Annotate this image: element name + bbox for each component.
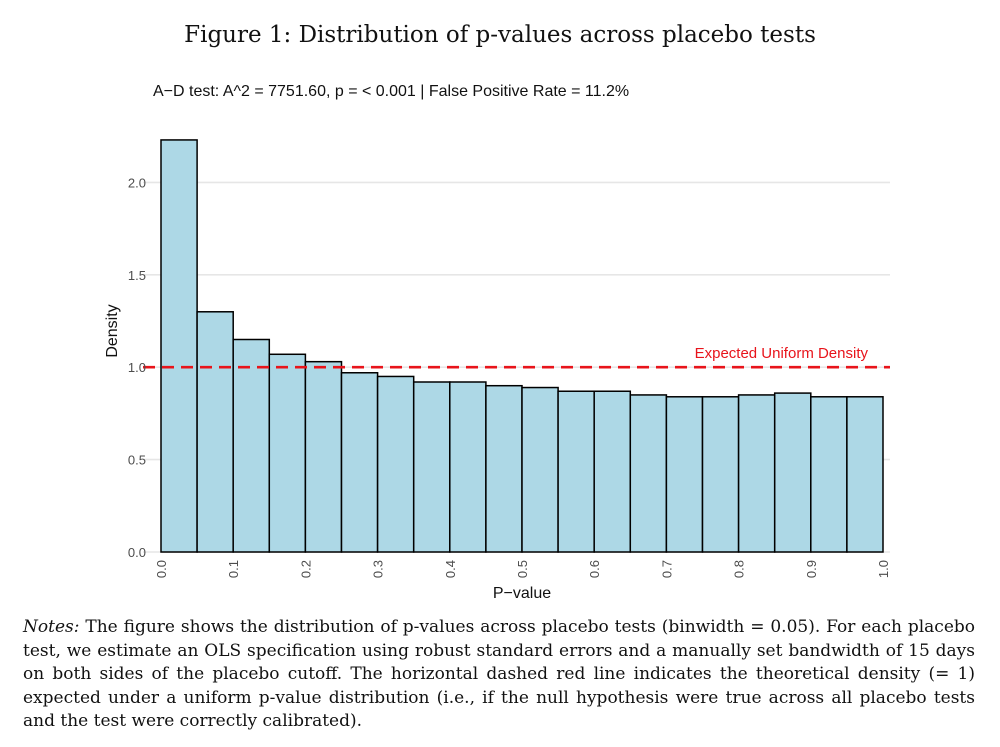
histogram-bar xyxy=(847,397,883,552)
histogram-bar xyxy=(450,382,486,552)
histogram-bar xyxy=(666,397,702,552)
x-tick-label: 0.0 xyxy=(154,560,169,579)
histogram-bar xyxy=(558,391,594,552)
x-tick-label: 1.0 xyxy=(876,560,891,579)
histogram-bar xyxy=(703,397,739,552)
x-tick-label: 0.6 xyxy=(587,560,603,579)
histogram-bar xyxy=(811,397,847,552)
histogram-bar xyxy=(161,140,197,552)
histogram-bar xyxy=(269,354,305,552)
reference-line-label: Expected Uniform Density xyxy=(694,345,868,363)
histogram-bar xyxy=(233,340,269,553)
y-tick-label: 2.0 xyxy=(127,175,146,191)
histogram-bar xyxy=(378,376,414,552)
x-tick-label: 0.7 xyxy=(659,560,675,579)
figure-title: Figure 1: Distribution of p-values across placebo tests xyxy=(184,22,816,48)
notes-label: Notes: xyxy=(23,617,80,637)
x-tick-label: 0.8 xyxy=(731,560,747,579)
y-axis-label: Density xyxy=(104,304,121,358)
x-tick-label: 0.2 xyxy=(298,560,314,579)
y-tick-label: 0.0 xyxy=(127,545,146,560)
notes-text: The figure shows the distribution of p-values across placebo tests (binwidth = 0.05). For each placebo test, we estimate an OLS specification using robust standard errors and a manually set bandwidth of 15 days on both sides of the placebo cutoff. The horizontal dashed red line indicates the theoretical density (= 1) expected under a uniform p-value distribution (i.e., if the null hypothesis were true across all placebo tests and the test were correctly calibrated). xyxy=(23,617,975,731)
histogram-bar xyxy=(594,391,630,552)
x-tick-label: 0.1 xyxy=(226,560,242,579)
histogram-bar xyxy=(197,312,233,552)
histogram-bar xyxy=(486,386,522,552)
histogram-bar xyxy=(342,373,378,552)
figure-notes xyxy=(23,616,975,734)
x-tick-label: 0.4 xyxy=(442,560,458,579)
y-tick-label: 0.5 xyxy=(127,452,146,468)
y-tick-label: 1.5 xyxy=(127,267,146,283)
x-axis-label: P−value xyxy=(492,585,552,602)
histogram-bar xyxy=(522,388,558,552)
histogram-bar xyxy=(305,362,341,552)
histogram-bar xyxy=(739,395,775,552)
chart-subtitle: A−D test: A^2 = 7751.60, p = < 0.001 | False Positive Rate = 11.2% xyxy=(153,83,630,100)
histogram-bar xyxy=(775,393,811,552)
y-tick-label: 1.0 xyxy=(127,360,146,376)
x-tick-label: 0.5 xyxy=(515,560,530,579)
histogram-bar xyxy=(630,395,666,552)
histogram-bar xyxy=(414,382,450,552)
x-tick-label: 0.3 xyxy=(370,560,386,579)
x-tick-label: 0.9 xyxy=(803,560,819,579)
